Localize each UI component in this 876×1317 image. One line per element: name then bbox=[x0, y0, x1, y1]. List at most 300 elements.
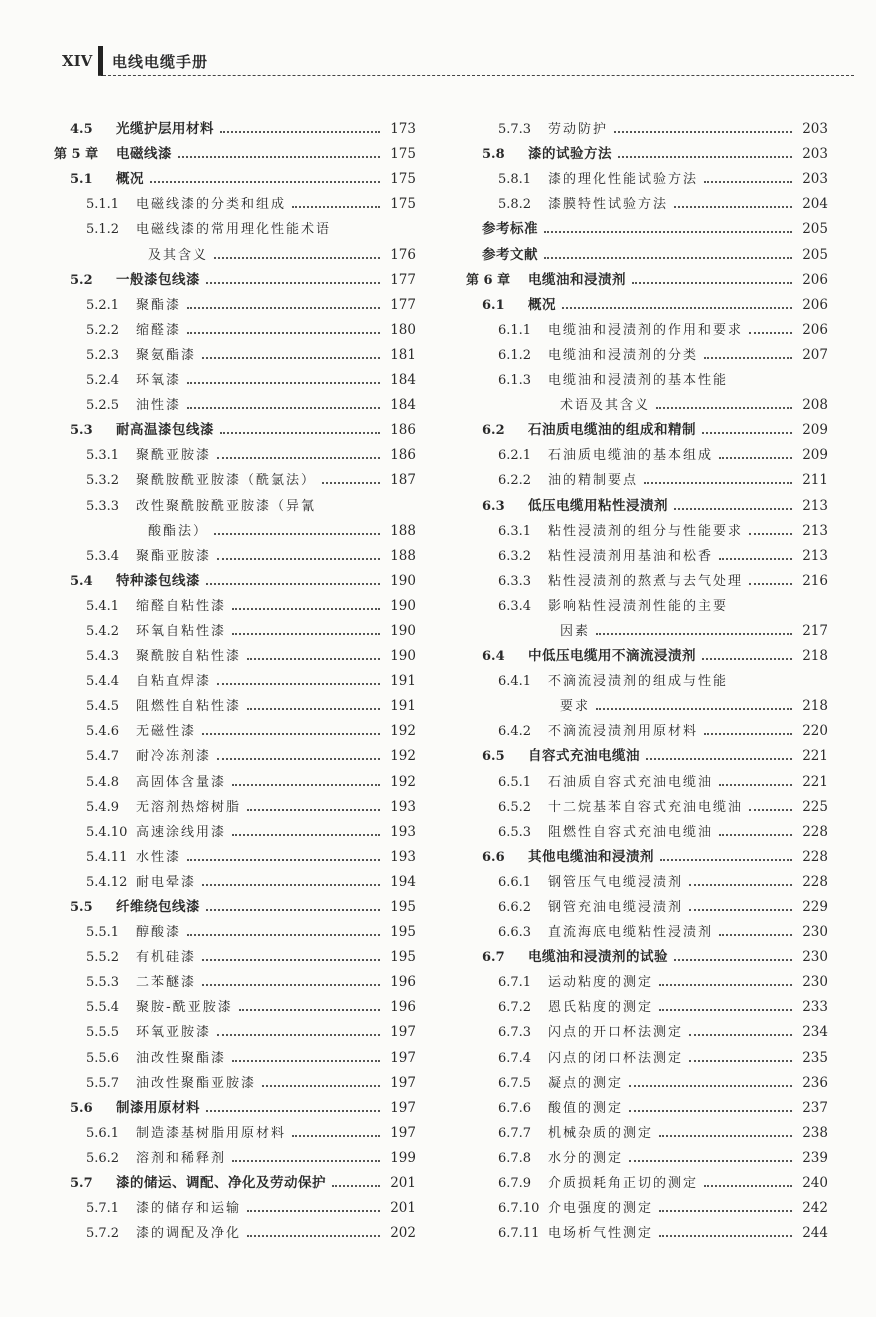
toc-entry[interactable] bbox=[54, 1166, 416, 1191]
toc-entry-title: 纤维绕包线漆 bbox=[116, 899, 200, 915]
toc-entry-title: 耐电晕漆 bbox=[136, 874, 197, 890]
dot-leader bbox=[187, 297, 380, 309]
toc-entry-page: 234 bbox=[802, 1024, 828, 1041]
dot-leader bbox=[749, 799, 792, 811]
dot-leader bbox=[232, 1050, 380, 1062]
toc-right-column bbox=[466, 112, 828, 1241]
dot-leader bbox=[239, 999, 380, 1011]
toc-entry-page: 217 bbox=[802, 622, 828, 639]
toc-entry-number: 6.7.10 bbox=[498, 1201, 540, 1217]
toc-entry-number: 5.4 bbox=[70, 573, 93, 589]
toc-entry-page: 237 bbox=[802, 1099, 828, 1116]
toc-entry[interactable] bbox=[466, 514, 828, 539]
toc-entry-number: 5.5.5 bbox=[86, 1025, 120, 1041]
toc-entry-title: 钢管压气电缆浸渍剂 bbox=[548, 874, 684, 890]
toc-entry-title: 不滴流浸渍剂用原材料 bbox=[548, 724, 699, 740]
toc-entry[interactable] bbox=[54, 1015, 416, 1040]
toc-entry-page: 206 bbox=[802, 271, 828, 288]
toc-entry[interactable] bbox=[54, 1191, 416, 1216]
dot-leader bbox=[232, 598, 380, 610]
toc-entry-number: 6.4.2 bbox=[498, 724, 532, 740]
toc-entry[interactable] bbox=[466, 1091, 828, 1116]
dot-leader bbox=[544, 221, 792, 233]
toc-entry[interactable] bbox=[466, 1015, 828, 1040]
toc-entry-page: 207 bbox=[802, 346, 828, 363]
toc-entry-number: 6.2.2 bbox=[498, 473, 532, 489]
toc-entry[interactable] bbox=[466, 162, 828, 187]
book-title: 电线电缆手册 bbox=[112, 53, 209, 71]
dot-leader bbox=[217, 1024, 380, 1036]
toc-entry[interactable] bbox=[54, 1066, 416, 1091]
toc-entry[interactable] bbox=[54, 212, 416, 237]
page-header bbox=[62, 46, 842, 78]
dot-leader bbox=[629, 1075, 792, 1087]
toc-entry-number: 6.3 bbox=[482, 498, 505, 514]
dot-leader bbox=[292, 1125, 380, 1137]
toc-entry[interactable] bbox=[54, 514, 416, 539]
dot-leader bbox=[749, 322, 792, 334]
toc-entry-page: 195 bbox=[390, 949, 416, 966]
toc-entry[interactable] bbox=[466, 112, 828, 137]
dot-leader bbox=[262, 1075, 380, 1087]
toc-entry-page: 228 bbox=[802, 873, 828, 890]
toc-entry-title: 粘性浸渍剂用基油和松香 bbox=[548, 548, 714, 564]
toc-entry[interactable] bbox=[54, 714, 416, 739]
toc-entry[interactable] bbox=[54, 890, 416, 915]
toc-entry-number: 6.1.2 bbox=[498, 347, 532, 363]
toc-entry-number: 5.5.1 bbox=[86, 925, 120, 941]
toc-entry-title: 水分的测定 bbox=[548, 1150, 624, 1166]
toc-entry[interactable] bbox=[466, 263, 828, 288]
dot-leader bbox=[689, 1024, 792, 1036]
toc-entry-page: 186 bbox=[390, 422, 416, 439]
dot-leader bbox=[247, 698, 380, 710]
toc-entry[interactable] bbox=[54, 1216, 416, 1241]
dot-leader bbox=[206, 573, 380, 585]
toc-entry-page: 197 bbox=[390, 1049, 416, 1066]
toc-entry-number: 5.7 bbox=[70, 1176, 93, 1192]
toc-entry[interactable] bbox=[466, 865, 828, 890]
toc-entry-number: 5.7.1 bbox=[86, 1201, 120, 1217]
dot-leader bbox=[644, 472, 792, 484]
toc-entry-number: 6.2 bbox=[482, 423, 505, 439]
toc-entry-page: 202 bbox=[390, 1225, 416, 1242]
dot-leader bbox=[322, 472, 380, 484]
dot-leader bbox=[206, 899, 380, 911]
toc-entry-number: 6.7.2 bbox=[498, 1000, 532, 1016]
toc-entry-number: 6.7.5 bbox=[498, 1075, 532, 1091]
toc-entry[interactable] bbox=[466, 790, 828, 815]
toc-entry-title: 聚酰亚胺漆 bbox=[136, 448, 212, 464]
toc-entry-number: 6.1.3 bbox=[498, 373, 532, 389]
toc-entry[interactable] bbox=[54, 965, 416, 990]
toc-entry-page: 239 bbox=[802, 1149, 828, 1166]
toc-entry[interactable] bbox=[466, 589, 828, 614]
toc-entry[interactable] bbox=[54, 639, 416, 664]
toc-entry-title: 运动粘度的测定 bbox=[548, 975, 654, 991]
toc-entry[interactable] bbox=[466, 1116, 828, 1141]
dot-leader bbox=[150, 171, 380, 183]
toc-entry-title: 漆膜特性试验方法 bbox=[548, 197, 669, 213]
toc-entry[interactable] bbox=[54, 840, 416, 865]
toc-entry-page: 175 bbox=[390, 196, 416, 213]
toc-entry[interactable] bbox=[54, 388, 416, 413]
dot-leader bbox=[247, 799, 380, 811]
toc-entry-number: 5.5.4 bbox=[86, 1000, 120, 1016]
dot-leader bbox=[719, 548, 792, 560]
toc-entry[interactable] bbox=[466, 1166, 828, 1191]
toc-entry-title: 电磁线漆的常用理化性能术语 bbox=[136, 222, 332, 238]
header-bar-divider bbox=[98, 46, 103, 76]
toc-entry-page: 175 bbox=[390, 146, 416, 163]
toc-entry[interactable] bbox=[54, 589, 416, 614]
toc-entry[interactable] bbox=[54, 1116, 416, 1141]
toc-entry-page: 192 bbox=[390, 773, 416, 790]
toc-entry-number: 5.1.2 bbox=[86, 222, 120, 238]
toc-entry[interactable] bbox=[466, 714, 828, 739]
toc-entry-page: 230 bbox=[802, 949, 828, 966]
toc-entry-page: 191 bbox=[390, 673, 416, 690]
toc-entry-page: 220 bbox=[802, 723, 828, 740]
toc-entry-title: 直流海底电缆粘性浸渍剂 bbox=[548, 925, 714, 941]
toc-entry-number: 5.2 bbox=[70, 272, 93, 288]
toc-entry[interactable] bbox=[54, 614, 416, 639]
toc-entry-page: 230 bbox=[802, 924, 828, 941]
toc-entry[interactable] bbox=[466, 288, 828, 313]
toc-entry-title: 缩醛漆 bbox=[136, 322, 182, 338]
toc-entry-page: 191 bbox=[390, 698, 416, 715]
toc-entry-number: 5.8 bbox=[482, 147, 505, 163]
toc-entry-title: 油改性聚酯亚胺漆 bbox=[136, 1075, 257, 1091]
toc-entry-number: 5.1 bbox=[70, 172, 93, 188]
toc-entry[interactable] bbox=[54, 1141, 416, 1166]
dot-leader bbox=[632, 272, 792, 284]
dot-leader bbox=[659, 999, 792, 1011]
toc-entry-number: 5.6 bbox=[70, 1100, 93, 1116]
toc-entry[interactable] bbox=[54, 187, 416, 212]
toc-entry[interactable] bbox=[466, 990, 828, 1015]
toc-entry[interactable] bbox=[466, 463, 828, 488]
toc-entry-number: 6.5 bbox=[482, 749, 505, 765]
toc-entry-title: 石油质电缆油的基本组成 bbox=[548, 448, 714, 464]
toc-entry-number: 5.3.2 bbox=[86, 473, 120, 489]
toc-entry-page: 213 bbox=[802, 547, 828, 564]
toc-entry-page: 233 bbox=[802, 999, 828, 1016]
toc-entry-number: 5.4.3 bbox=[86, 649, 120, 665]
toc-entry-title: 及其含义 bbox=[148, 247, 209, 263]
toc-entry-title: 阻燃性自容式充油电缆油 bbox=[548, 824, 714, 840]
toc-entry-number: 5.5.2 bbox=[86, 950, 120, 966]
toc-entry[interactable] bbox=[466, 438, 828, 463]
toc-entry-number: 6.7.11 bbox=[498, 1226, 540, 1242]
toc-entry-number: 6.4 bbox=[482, 649, 505, 665]
toc-entry[interactable] bbox=[54, 112, 416, 137]
dot-leader bbox=[187, 924, 380, 936]
toc-entry-page: 235 bbox=[802, 1049, 828, 1066]
dot-leader bbox=[206, 272, 380, 284]
toc-entry[interactable] bbox=[466, 965, 828, 990]
toc-entry[interactable] bbox=[54, 288, 416, 313]
toc-entry-title: 电缆油和浸渍剂 bbox=[528, 271, 626, 288]
toc-entry-number: 6.6.2 bbox=[498, 900, 532, 915]
toc-entry[interactable] bbox=[466, 1066, 828, 1091]
toc-entry-title: 耐高温漆包线漆 bbox=[116, 422, 214, 439]
toc-entry-number: 6.1.1 bbox=[498, 322, 532, 338]
toc-entry-page: 221 bbox=[802, 773, 828, 790]
toc-entry-title: 参考文献 bbox=[482, 246, 538, 263]
toc-entry[interactable] bbox=[466, 614, 828, 639]
toc-entry-title: 酸值的测定 bbox=[548, 1100, 624, 1116]
toc-entry-number: 5.7.3 bbox=[498, 122, 532, 138]
dot-leader bbox=[206, 1100, 380, 1112]
toc-entry[interactable] bbox=[54, 1091, 416, 1116]
dot-leader bbox=[217, 748, 380, 760]
toc-entry-page: 213 bbox=[802, 497, 828, 514]
toc-entry-title: 聚酰胺酰亚胺漆（酰氯法） bbox=[136, 473, 317, 489]
toc-entry-page: 186 bbox=[390, 447, 416, 464]
dot-leader bbox=[719, 824, 792, 836]
toc-entry-page: 205 bbox=[802, 221, 828, 238]
toc-entry-number: 5.2.1 bbox=[86, 297, 120, 313]
toc-entry-number: 5.4.5 bbox=[86, 699, 120, 715]
dot-leader bbox=[232, 623, 380, 635]
toc-entry-page: 218 bbox=[802, 698, 828, 715]
toc-entry-title: 介质损耗角正切的测定 bbox=[548, 1176, 699, 1192]
toc-entry-title: 环氧漆 bbox=[136, 373, 182, 389]
toc-entry-title: 漆的储运、调配、净化及劳动保护 bbox=[116, 1175, 326, 1192]
toc-entry-number: 6.2.1 bbox=[498, 448, 532, 464]
toc-entry[interactable] bbox=[466, 388, 828, 413]
dot-leader bbox=[214, 247, 380, 259]
toc-entry-page: 190 bbox=[390, 648, 416, 665]
toc-entry-number: 6.6 bbox=[482, 849, 505, 865]
toc-entry[interactable] bbox=[466, 212, 828, 237]
toc-entry[interactable] bbox=[466, 815, 828, 840]
toc-entry[interactable] bbox=[466, 639, 828, 664]
header-rule bbox=[98, 75, 854, 76]
toc-entry[interactable] bbox=[466, 664, 828, 689]
dot-leader bbox=[660, 849, 792, 861]
dot-leader bbox=[217, 447, 380, 459]
toc-entry[interactable] bbox=[466, 363, 828, 388]
toc-entry-page: 229 bbox=[802, 899, 828, 915]
toc-entry-title: 电缆油和浸渍剂的分类 bbox=[548, 347, 699, 363]
toc-entry-page: 187 bbox=[390, 472, 416, 489]
toc-entry-title: 石油质电缆油的组成和精制 bbox=[528, 422, 696, 439]
toc-entry[interactable] bbox=[54, 463, 416, 488]
toc-entry-title: 环氧亚胺漆 bbox=[136, 1025, 212, 1041]
toc-entry-title: 无磁性漆 bbox=[136, 724, 197, 740]
toc-entry[interactable] bbox=[466, 940, 828, 965]
dot-leader bbox=[544, 247, 792, 259]
toc-entry-title: 其他电缆油和浸渍剂 bbox=[528, 848, 654, 865]
toc-entry-number: 5.4.9 bbox=[86, 799, 120, 815]
toc-entry[interactable] bbox=[54, 363, 416, 388]
dot-leader bbox=[618, 146, 792, 158]
toc-entry-page: 238 bbox=[802, 1124, 828, 1141]
toc-entry-number: 5.3 bbox=[70, 423, 93, 439]
toc-entry[interactable] bbox=[54, 739, 416, 764]
dot-leader bbox=[719, 774, 792, 786]
toc-entry-number: 5.3.1 bbox=[86, 448, 120, 464]
toc-entry[interactable] bbox=[54, 488, 416, 513]
dot-leader bbox=[202, 949, 380, 961]
dot-leader bbox=[659, 1200, 792, 1212]
toc-entry-title: 环氧自粘性漆 bbox=[136, 623, 227, 639]
dot-leader bbox=[659, 1125, 792, 1137]
toc-entry[interactable] bbox=[466, 539, 828, 564]
toc-entry-title: 电磁线漆的分类和组成 bbox=[136, 197, 287, 213]
toc-entry[interactable] bbox=[466, 890, 828, 915]
toc-entry[interactable] bbox=[466, 137, 828, 162]
toc-entry-number: 6.6.3 bbox=[498, 925, 532, 941]
toc-entry-number: 5.8.2 bbox=[498, 197, 532, 213]
toc-entry[interactable] bbox=[54, 815, 416, 840]
toc-entry-number: 5.8.1 bbox=[498, 172, 532, 188]
toc-entry[interactable] bbox=[466, 1216, 828, 1241]
dot-leader bbox=[187, 849, 380, 861]
toc-entry-page: 216 bbox=[802, 572, 828, 589]
toc-entry-number: 5.5 bbox=[70, 900, 93, 915]
toc-entry-page: 188 bbox=[390, 547, 416, 564]
toc-entry-number: 5.5.3 bbox=[86, 975, 120, 991]
toc-entry-number: 第 6 章 bbox=[466, 272, 511, 288]
toc-entry-page: 211 bbox=[802, 472, 828, 489]
toc-entry-page: 201 bbox=[390, 1175, 416, 1192]
toc-entry[interactable] bbox=[466, 1191, 828, 1216]
toc-entry[interactable] bbox=[54, 1040, 416, 1065]
toc-entry-number: 6.5.3 bbox=[498, 824, 532, 840]
toc-entry-page: 188 bbox=[390, 522, 416, 539]
dot-leader bbox=[656, 397, 792, 409]
toc-entry[interactable] bbox=[54, 539, 416, 564]
toc-entry-title: 耐冷冻剂漆 bbox=[136, 749, 212, 765]
toc-entry[interactable] bbox=[466, 338, 828, 363]
toc-entry-title: 参考标准 bbox=[482, 221, 538, 238]
toc-entry-number: 6.7.7 bbox=[498, 1125, 532, 1141]
toc-entry[interactable] bbox=[466, 739, 828, 764]
dot-leader bbox=[247, 648, 380, 660]
toc-entry-number: 5.6.2 bbox=[86, 1150, 120, 1166]
toc-entry[interactable] bbox=[466, 764, 828, 789]
toc-entry-page: 236 bbox=[802, 1074, 828, 1091]
toc-entry-page: 196 bbox=[390, 974, 416, 991]
toc-entry-title: 制造漆基树脂用原材料 bbox=[136, 1125, 287, 1141]
toc-entry-page: 203 bbox=[802, 146, 828, 163]
toc-entry-number: 5.4.1 bbox=[86, 598, 120, 614]
toc-entry[interactable] bbox=[54, 915, 416, 940]
toc-entry[interactable] bbox=[54, 764, 416, 789]
toc-entry-title: 低压电缆用粘性浸渍剂 bbox=[528, 497, 668, 514]
toc-entry-title: 二苯醚漆 bbox=[136, 975, 197, 991]
toc-entry-number: 6.7.9 bbox=[498, 1176, 532, 1192]
dot-leader bbox=[614, 121, 792, 133]
toc-entry-page: 197 bbox=[390, 1099, 416, 1116]
toc-entry[interactable] bbox=[54, 237, 416, 262]
toc-entry[interactable] bbox=[466, 187, 828, 212]
toc-entry-page: 206 bbox=[802, 296, 828, 313]
toc-entry-number: 5.3.4 bbox=[86, 548, 120, 564]
dot-leader bbox=[704, 723, 792, 735]
toc-entry-number: 6.3.4 bbox=[498, 598, 532, 614]
dot-leader bbox=[217, 673, 380, 685]
toc-entry-page: 203 bbox=[802, 121, 828, 138]
toc-entry[interactable] bbox=[466, 1040, 828, 1065]
toc-entry[interactable] bbox=[54, 413, 416, 438]
toc-entry[interactable] bbox=[54, 564, 416, 589]
toc-entry-title: 溶剂和稀释剂 bbox=[136, 1150, 227, 1166]
dot-leader bbox=[332, 1175, 380, 1187]
toc-entry[interactable] bbox=[466, 237, 828, 262]
toc-entry-title: 闪点的开口杯法测定 bbox=[548, 1025, 684, 1041]
toc-entry-title: 制漆用原材料 bbox=[116, 1099, 200, 1116]
toc-entry-title: 电缆油和浸渍剂的基本性能 bbox=[548, 373, 729, 389]
toc-entry[interactable] bbox=[466, 564, 828, 589]
toc-entry[interactable] bbox=[54, 137, 416, 162]
toc-entry[interactable] bbox=[54, 990, 416, 1015]
toc-entry-page: 184 bbox=[390, 397, 416, 414]
toc-entry-title: 电磁线漆 bbox=[116, 146, 172, 163]
toc-entry-number: 6.7.3 bbox=[498, 1025, 532, 1041]
dot-leader bbox=[719, 924, 792, 936]
dot-leader bbox=[629, 1150, 792, 1162]
toc-entry[interactable] bbox=[466, 1141, 828, 1166]
toc-entry[interactable] bbox=[54, 940, 416, 965]
toc-entry[interactable] bbox=[54, 263, 416, 288]
dot-leader bbox=[247, 1200, 380, 1212]
toc-entry[interactable] bbox=[466, 488, 828, 513]
toc-entry-page: 201 bbox=[390, 1200, 416, 1217]
toc-entry[interactable] bbox=[54, 865, 416, 890]
toc-entry-number: 6.7.1 bbox=[498, 975, 532, 991]
dot-leader bbox=[220, 422, 380, 434]
toc-entry[interactable] bbox=[54, 338, 416, 363]
dot-leader bbox=[719, 447, 792, 459]
dot-leader bbox=[202, 723, 380, 735]
dot-leader bbox=[689, 899, 792, 911]
page-number-roman: XIV bbox=[62, 52, 93, 70]
toc-left-column bbox=[54, 112, 416, 1241]
toc-entry[interactable] bbox=[466, 689, 828, 714]
toc-entry[interactable] bbox=[54, 313, 416, 338]
toc-entry-number: 6.7.4 bbox=[498, 1050, 532, 1066]
toc-entry-page: 193 bbox=[390, 848, 416, 865]
toc-entry[interactable] bbox=[466, 413, 828, 438]
toc-entry-page: 192 bbox=[390, 723, 416, 740]
toc-entry-page: 218 bbox=[802, 648, 828, 665]
toc-entry-page: 228 bbox=[802, 848, 828, 865]
toc-entry-title: 聚酯亚胺漆 bbox=[136, 548, 212, 564]
toc-entry-page: 221 bbox=[802, 748, 828, 765]
toc-entry-title: 概况 bbox=[528, 296, 556, 313]
toc-entry-title: 一般漆包线漆 bbox=[116, 271, 200, 288]
toc-entry[interactable] bbox=[466, 915, 828, 940]
toc-entry-title: 粘性浸渍剂的组分与性能要求 bbox=[548, 523, 744, 539]
toc-entry[interactable] bbox=[54, 664, 416, 689]
toc-entry-number: 6.7.8 bbox=[498, 1150, 532, 1166]
toc-entry-number: 6.1 bbox=[482, 297, 505, 313]
toc-entry-number: 5.1.1 bbox=[86, 197, 120, 213]
toc-entry[interactable] bbox=[466, 313, 828, 338]
toc-entry[interactable] bbox=[54, 162, 416, 187]
toc-entry[interactable] bbox=[54, 790, 416, 815]
toc-entry-title: 自容式充油电缆油 bbox=[528, 748, 640, 765]
toc-entry[interactable] bbox=[466, 840, 828, 865]
toc-entry-page: 175 bbox=[390, 171, 416, 188]
toc-entry-page: 195 bbox=[390, 924, 416, 941]
toc-entry[interactable] bbox=[54, 689, 416, 714]
toc-entry[interactable] bbox=[54, 438, 416, 463]
